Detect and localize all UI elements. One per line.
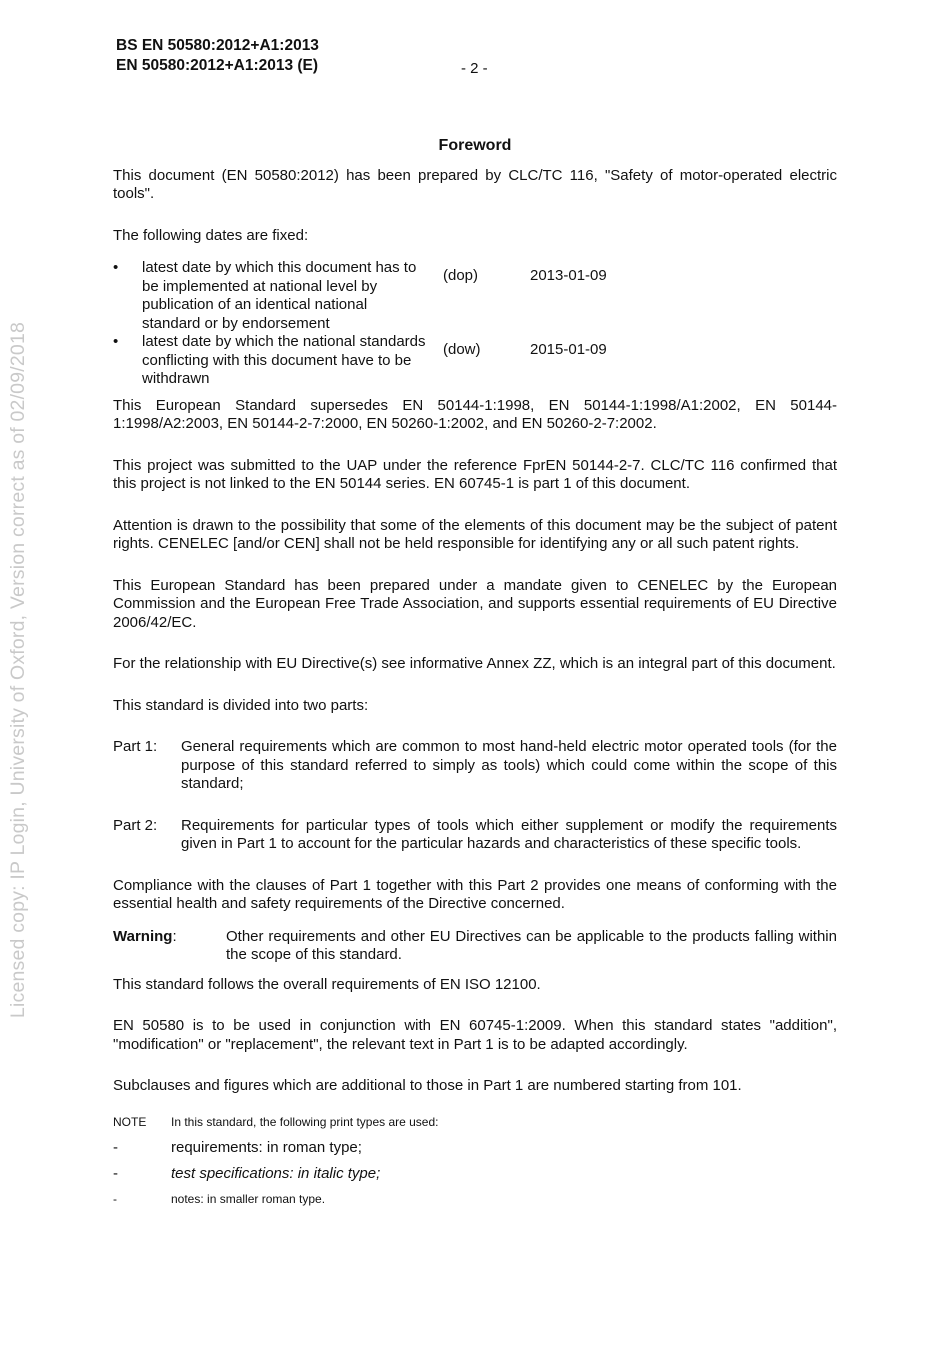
- date-code: (dop): [443, 267, 479, 284]
- date-description: latest date by which the national standards conflicting with this document have to be withdrawn: [142, 333, 426, 387]
- mandate-paragraph: This European Standard has been prepared under a mandate given to CENELEC by the European Commission and the European Free Trade Association, and supports essential requirements of EU Directive 2006/42/EC.: [113, 576, 837, 631]
- part-label: Part 1:: [113, 738, 158, 755]
- part-1-item: [113, 738, 837, 794]
- note: [113, 1113, 837, 1132]
- divided-paragraph: This standard is divided into two parts:: [113, 696, 369, 714]
- document-header: [116, 36, 319, 76]
- note-label: NOTE: [113, 1114, 147, 1129]
- foreword-content: [113, 137, 837, 1216]
- intro-paragraph: This document (EN 50580:2012) has been prepared by CLC/TC 116, "Safety of motor-operated electric tools".: [113, 166, 837, 202]
- date-item-dow: [113, 333, 837, 389]
- warning-colon: :: [172, 927, 177, 945]
- subclauses-paragraph: Subclauses and figures which are additional to those in Part 1 are numbered starting from 101.: [113, 1077, 742, 1094]
- part-2-item: [113, 817, 837, 854]
- date-value: 2013-01-09: [530, 267, 607, 284]
- list-item: [113, 1165, 837, 1184]
- part-text: Requirements for particular types of tools which either supplement or modify the requirements given in Part 1 to account for the particular hazards and characteristics of these specific tools.: [181, 816, 837, 852]
- list-item: [113, 1190, 837, 1209]
- warning-text: Other requirements and other EU Directives can be applicable to the products falling within the scope of this standard.: [226, 927, 837, 963]
- list-item-text: requirements: in roman type;: [171, 1139, 362, 1156]
- note-text: In this standard, the following print types are used:: [171, 1114, 439, 1129]
- dates-intro: The following dates are fixed:: [113, 226, 309, 244]
- date-value: 2015-01-09: [530, 341, 607, 358]
- header-line-1: BS EN 50580:2012+A1:2013: [116, 37, 319, 54]
- patent-paragraph: Attention is drawn to the possibility that some of the elements of this document may be the subject of patent rights. CENELEC [and/or CEN] shall not be held responsible for identifying any or all such patent rights.: [113, 516, 837, 552]
- follows-paragraph: This standard follows the overall requirements of EN ISO 12100.: [113, 975, 541, 993]
- list-item-text: test specifications: in italic type;: [171, 1164, 381, 1182]
- license-watermark: Licensed copy: IP Login, University of Oxford, Version correct as of 02/09/2018: [6, 321, 29, 1019]
- uap-paragraph: This project was submitted to the UAP under the reference FprEN 50144-2-7. CLC/TC 116 confirmed that this project is not linked to the EN 50144 series. EN 60745-1 is part 1 of this document.: [113, 456, 837, 492]
- part-text: General requirements which are common to most hand-held electric motor operated tools (for the purpose of this standard referred to simply as tools) which could come within the scope of this standard;: [181, 738, 837, 792]
- warning-label-text: Warning: [113, 927, 173, 945]
- relationship-paragraph: For the relationship with EU Directive(s) see informative Annex ZZ, which is an integral part of this document.: [113, 655, 836, 672]
- dash-marker: -: [113, 1139, 118, 1156]
- dates-list: [113, 259, 837, 389]
- page-title: Foreword: [438, 137, 512, 154]
- part-label: Part 2:: [113, 816, 158, 834]
- warning-block: [113, 928, 837, 965]
- bullet-icon: •: [113, 333, 119, 350]
- page-number: - 2 -: [461, 60, 488, 77]
- header-line-2: EN 50580:2012+A1:2013 (E): [116, 57, 319, 74]
- list-item: [113, 1139, 837, 1158]
- compliance-paragraph: Compliance with the clauses of Part 1 together with this Part 2 provides one means of conforming with the essential health and safety requirements of the Directive concerned.: [113, 876, 837, 912]
- date-code: (dow): [443, 341, 481, 358]
- dash-marker: -: [113, 1164, 118, 1182]
- date-item-dop: [113, 259, 837, 333]
- list-item-text: notes: in smaller roman type.: [171, 1192, 326, 1206]
- bullet-icon: •: [113, 259, 119, 276]
- date-description: latest date by which this document has to be implemented at national level by publication of an identical national standard or by endorsement: [142, 259, 417, 332]
- supersedes-paragraph: This European Standard supersedes EN 50144-1:1998, EN 50144-1:1998/A1:2002, EN 50144-1:1998/A2:2003, EN 50144-2-7:2000, EN 50260-1:2002, and EN 50260-2-7:2002.: [113, 396, 837, 432]
- dash-marker: -: [113, 1192, 117, 1206]
- warning-label: [113, 928, 226, 965]
- conjunction-paragraph: EN 50580 is to be used in conjunction with EN 60745-1:2009. When this standard states "addition", "modification" or "replacement", the relevant text in Part 1 is to be adapted accordingly.: [113, 1017, 837, 1053]
